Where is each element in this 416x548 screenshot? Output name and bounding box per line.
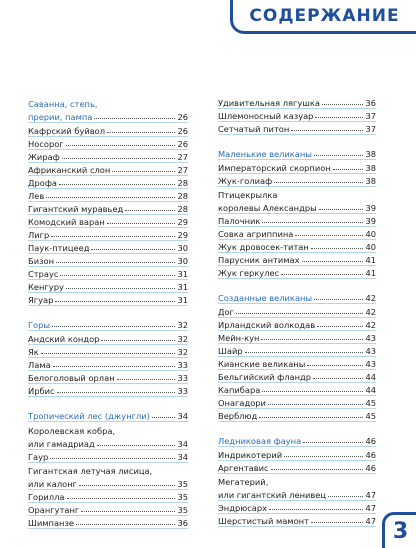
contents-entry[interactable] [28, 163, 188, 176]
contents-entry[interactable] [28, 267, 188, 280]
entry-title: Андский кондор [28, 334, 100, 344]
contents-entry[interactable] [218, 187, 376, 214]
dot-leader [314, 299, 363, 300]
entry-title: Бизон [28, 256, 54, 266]
entry-page-number: 47 [365, 490, 376, 500]
entry-title: Аргентавис [218, 463, 269, 473]
entry-title: Ягуар [28, 295, 54, 305]
contents-entry[interactable] [28, 280, 188, 293]
dot-leader [295, 235, 363, 236]
entry-title: Гигантская летучая лисица, [28, 466, 153, 476]
dot-leader [245, 352, 364, 353]
entry-page-number: 26 [177, 139, 188, 149]
entry-title: Онагадори [218, 398, 266, 408]
entry-page-number: 40 [365, 229, 376, 239]
entry-title: Жук дровосек-титан [218, 242, 309, 252]
entry-page-number: 39 [365, 216, 376, 226]
section-page-number: 34 [177, 411, 188, 421]
entry-title: Императорский скорпион [218, 163, 331, 173]
entry-page-number: 37 [365, 124, 376, 134]
section-heading[interactable] [218, 290, 376, 304]
entry-title: Жук-голиаф [218, 176, 273, 186]
dot-leader [117, 379, 176, 380]
contents-entry[interactable] [218, 214, 376, 227]
contents-entry[interactable] [218, 474, 376, 501]
dot-leader [152, 417, 176, 418]
section-heading-text: Горы [28, 320, 50, 330]
entry-line [218, 187, 376, 200]
entry-title: Шерстистый мамонт [218, 516, 309, 526]
entry-line [28, 476, 188, 489]
contents-section [218, 96, 376, 135]
dot-leader [274, 182, 363, 183]
entry-title: королевы Александры [218, 203, 317, 213]
dot-leader [322, 104, 363, 105]
contents-entry[interactable] [218, 318, 376, 331]
entry-title: Королевская кобра, [28, 426, 116, 436]
entry-title: Палочник [218, 216, 261, 226]
contents-entry[interactable] [28, 371, 188, 384]
entry-title: или калонг [28, 479, 77, 489]
dot-leader [317, 326, 363, 327]
contents-entry[interactable] [218, 240, 376, 253]
entry-title: Бельгийский фландр [218, 372, 312, 382]
contents-entry[interactable] [218, 253, 376, 266]
entry-page-number: 28 [177, 191, 188, 201]
dot-leader [60, 275, 175, 276]
contents-entry[interactable] [218, 344, 376, 357]
entry-title: Птицекрылка [218, 190, 278, 200]
dot-leader [81, 511, 175, 512]
entry-title: Шимпанзе [28, 518, 74, 528]
entry-title: Кенгуру [28, 282, 64, 292]
entry-page-number: 29 [177, 230, 188, 240]
contents-entry[interactable] [28, 490, 188, 503]
dot-leader [319, 209, 364, 210]
dot-leader [51, 236, 175, 237]
dot-leader [262, 391, 363, 392]
contents-section [28, 96, 188, 306]
dot-leader [302, 261, 364, 262]
contents-entry[interactable] [28, 215, 188, 228]
section-heading-line [218, 290, 376, 303]
contents-entry[interactable] [28, 254, 188, 267]
entry-title: Сетчатый питон [218, 124, 290, 134]
entry-title: Носорог [28, 139, 64, 149]
section-heading-text: Созданные великаны [218, 293, 313, 303]
dot-leader [67, 498, 176, 499]
section-page-number: 42 [365, 293, 376, 303]
contents-entry[interactable] [28, 384, 188, 397]
entry-page-number: 46 [365, 463, 376, 473]
entry-page-number: 44 [365, 385, 376, 395]
dot-leader [107, 223, 176, 224]
entry-page-number: 47 [365, 516, 376, 526]
entry-page-number: 27 [177, 152, 188, 162]
entry-title: или гигантский ленивец [218, 490, 327, 500]
contents-entry[interactable] [218, 370, 376, 383]
section-gap [218, 279, 376, 290]
entry-page-number: 32 [177, 347, 188, 357]
section-heading[interactable] [28, 408, 188, 422]
entry-title: Белоголовый орлан [28, 373, 115, 383]
dot-leader [311, 248, 364, 249]
page-number: 3 [392, 519, 409, 544]
entry-title: Орангутанг [28, 505, 80, 515]
section-heading[interactable] [218, 433, 376, 447]
entry-title: Комодский варан [28, 217, 105, 227]
entry-page-number: 28 [177, 178, 188, 188]
contents-entry[interactable] [28, 503, 188, 516]
section-heading-text: Маленькие великаны [218, 149, 312, 159]
entry-title: Дог [218, 307, 234, 317]
entry-page-number: 33 [177, 373, 188, 383]
entry-title: Ирландский волкодав [218, 320, 316, 330]
contents-entry[interactable] [218, 448, 376, 461]
dot-leader [259, 417, 363, 418]
entry-page-number: 46 [365, 450, 376, 460]
contents-entry[interactable] [218, 357, 376, 370]
entry-title: Жираф [28, 152, 60, 162]
entry-title: Ирбис [28, 386, 55, 396]
section-heading-line [28, 317, 188, 330]
contents-entry[interactable] [218, 514, 376, 527]
section-heading[interactable] [28, 96, 188, 123]
entry-title: Капибара [218, 385, 261, 395]
entry-page-number: 36 [177, 518, 188, 528]
entry-page-number: 35 [177, 479, 188, 489]
entry-page-number: 45 [365, 398, 376, 408]
entry-line [218, 487, 376, 500]
entry-page-number: 43 [365, 333, 376, 343]
entry-title: Гигантский муравьед [28, 204, 124, 214]
entry-page-number: 38 [365, 176, 376, 186]
entry-page-number: 31 [177, 269, 188, 279]
contents-entry[interactable] [218, 122, 376, 135]
entry-title: Мейн-кун [218, 333, 260, 343]
dot-leader [94, 118, 175, 119]
dot-leader [107, 132, 175, 133]
contents-column-left [28, 96, 188, 529]
contents-entry[interactable] [28, 332, 188, 345]
contents-entry[interactable] [28, 358, 188, 371]
entry-page-number: 41 [365, 268, 376, 278]
entry-title: Африканский слон [28, 165, 111, 175]
entry-line [28, 463, 188, 476]
contents-entry[interactable] [28, 345, 188, 358]
contents-entry[interactable] [28, 241, 188, 254]
contents-entry[interactable] [28, 450, 188, 463]
dot-leader [328, 496, 363, 497]
contents-entry[interactable] [28, 189, 188, 202]
dot-leader [268, 404, 363, 405]
entry-page-number: 42 [365, 320, 376, 330]
contents-entry[interactable] [28, 228, 188, 241]
entry-title: Шлемоносный казуар [218, 111, 314, 121]
contents-section [28, 408, 188, 529]
dot-leader [41, 353, 176, 354]
entry-title: Удивительная лягушка [218, 98, 320, 108]
entry-title: Лев [28, 191, 45, 201]
contents-column-right [218, 96, 376, 527]
entry-page-number: 33 [177, 360, 188, 370]
entry-page-number: 35 [177, 492, 188, 502]
entry-page-number: 31 [177, 295, 188, 305]
dot-leader [307, 365, 363, 366]
dot-leader [97, 445, 176, 446]
section-heading-text: прерии, пампа [28, 112, 93, 122]
entry-title: Гаур [28, 452, 49, 462]
dot-leader [76, 524, 175, 525]
entry-page-number: 45 [365, 411, 376, 421]
entry-page-number: 34 [177, 452, 188, 462]
section-gap [28, 306, 188, 317]
contents-entry[interactable] [28, 124, 188, 137]
contents-entry[interactable] [28, 202, 188, 215]
contents-entry[interactable] [218, 96, 376, 109]
entry-page-number: 38 [365, 163, 376, 173]
dot-leader [313, 378, 363, 379]
entry-title: Як [28, 347, 39, 357]
entry-title: Лигр [28, 230, 50, 240]
contents-entry[interactable] [218, 174, 376, 187]
contents-entry[interactable] [28, 463, 188, 490]
entry-page-number: 27 [177, 165, 188, 175]
section-heading-line [28, 408, 188, 421]
contents-title-box [230, 0, 416, 34]
dot-leader [262, 222, 363, 223]
dot-leader [261, 339, 363, 340]
dot-leader [311, 522, 363, 523]
contents-entry[interactable] [218, 161, 376, 174]
entry-page-number: 30 [177, 243, 188, 253]
entry-page-number: 44 [365, 372, 376, 382]
section-gap [218, 422, 376, 433]
dot-leader [125, 210, 175, 211]
entry-title: Совка агриппина [218, 229, 294, 239]
contents-entry[interactable] [218, 396, 376, 409]
entry-page-number: 40 [365, 242, 376, 252]
entry-page-number: 31 [177, 282, 188, 292]
dot-leader [315, 117, 363, 118]
entry-page-number: 47 [365, 503, 376, 513]
dot-leader [66, 288, 176, 289]
contents-entry[interactable] [218, 461, 376, 474]
section-heading-line [28, 109, 188, 122]
entry-page-number: 39 [365, 203, 376, 213]
entry-page-number: 28 [177, 204, 188, 214]
dot-leader [66, 145, 176, 146]
section-heading-text: Тропический лес (джунгли) [28, 411, 150, 421]
dot-leader [62, 158, 176, 159]
contents-entry[interactable] [218, 266, 376, 279]
entry-title: Жук геркулес [218, 268, 280, 278]
dot-leader [46, 197, 175, 198]
dot-leader [271, 469, 364, 470]
entry-line [218, 200, 376, 213]
contents-entry[interactable] [28, 423, 188, 450]
entry-line [218, 474, 376, 487]
contents-entry[interactable] [218, 305, 376, 318]
dot-leader [284, 456, 363, 457]
contents-section [218, 290, 376, 422]
section-heading-line [218, 146, 376, 159]
dot-leader [303, 442, 363, 443]
contents-section [218, 433, 376, 527]
contents-entry[interactable] [218, 409, 376, 422]
entry-title: Паук-птицеед [28, 243, 90, 253]
entry-page-number: 36 [365, 98, 376, 108]
dot-leader [52, 326, 175, 327]
dot-leader [53, 366, 176, 367]
entry-title: Кианские великаны [218, 359, 306, 369]
dot-leader [57, 392, 176, 393]
entry-title: Шайр [218, 346, 243, 356]
section-heading-text: Саванна, степь, [28, 99, 98, 109]
dot-leader [50, 458, 175, 459]
entry-title: Лама [28, 360, 51, 370]
dot-leader [112, 171, 175, 172]
dot-leader [236, 313, 364, 314]
entry-line [28, 436, 188, 449]
contents-entry[interactable] [28, 293, 188, 306]
section-heading-line [28, 96, 188, 109]
dot-leader [333, 169, 364, 170]
entry-line [28, 423, 188, 436]
entry-page-number: 37 [365, 111, 376, 121]
section-heading[interactable] [28, 317, 188, 331]
dot-leader [79, 485, 175, 486]
contents-entry[interactable] [28, 137, 188, 150]
dot-leader [269, 509, 363, 510]
contents-entry[interactable] [218, 109, 376, 122]
entry-title: Дрофа [28, 178, 58, 188]
entry-page-number: 30 [177, 256, 188, 266]
entry-page-number: 43 [365, 346, 376, 356]
entry-page-number: 42 [365, 307, 376, 317]
entry-page-number: 32 [177, 334, 188, 344]
entry-title: Мегатерий, [218, 477, 269, 487]
section-page-number: 26 [177, 112, 188, 122]
entry-page-number: 35 [177, 505, 188, 515]
contents-entry[interactable] [218, 331, 376, 344]
dot-leader [59, 184, 175, 185]
entry-title: Парусник антимах [218, 255, 300, 265]
section-gap [218, 135, 376, 146]
entry-page-number: 26 [177, 126, 188, 136]
entry-page-number: 34 [177, 439, 188, 449]
entry-page-number: 33 [177, 386, 188, 396]
contents-entry[interactable] [28, 516, 188, 529]
dot-leader [101, 340, 175, 341]
dot-leader [55, 301, 175, 302]
dot-leader [56, 262, 175, 263]
dot-leader [291, 130, 363, 131]
contents-entry[interactable] [28, 150, 188, 163]
contents-entry[interactable] [28, 176, 188, 189]
section-heading[interactable] [218, 146, 376, 160]
dot-leader [314, 155, 364, 156]
section-gap [28, 397, 188, 408]
contents-entry[interactable] [218, 227, 376, 240]
section-heading-line [218, 433, 376, 446]
entry-title: Страус [28, 269, 59, 279]
page-number-box [382, 512, 416, 548]
contents-section [218, 146, 376, 279]
section-page-number: 38 [365, 149, 376, 159]
entry-title: Кафрский буйвол [28, 126, 106, 136]
section-page-number: 32 [177, 320, 188, 330]
contents-section [28, 317, 188, 397]
section-heading-text: Ледниковая фауна [218, 436, 302, 446]
entry-page-number: 29 [177, 217, 188, 227]
entry-title: Горилла [28, 492, 65, 502]
entry-title: Эндрюсарх [218, 503, 268, 513]
entry-page-number: 41 [365, 255, 376, 265]
entry-title: Верблюд [218, 411, 258, 421]
page-title: СОДЕРЖАНИЕ [249, 5, 400, 26]
entry-page-number: 43 [365, 359, 376, 369]
contents-entry[interactable] [218, 383, 376, 396]
dot-leader [281, 274, 363, 275]
entry-title: Индрикотерий [218, 450, 283, 460]
section-page-number: 46 [365, 436, 376, 446]
entry-title: или гамадриад [28, 439, 95, 449]
dot-leader [91, 249, 175, 250]
contents-entry[interactable] [218, 501, 376, 514]
